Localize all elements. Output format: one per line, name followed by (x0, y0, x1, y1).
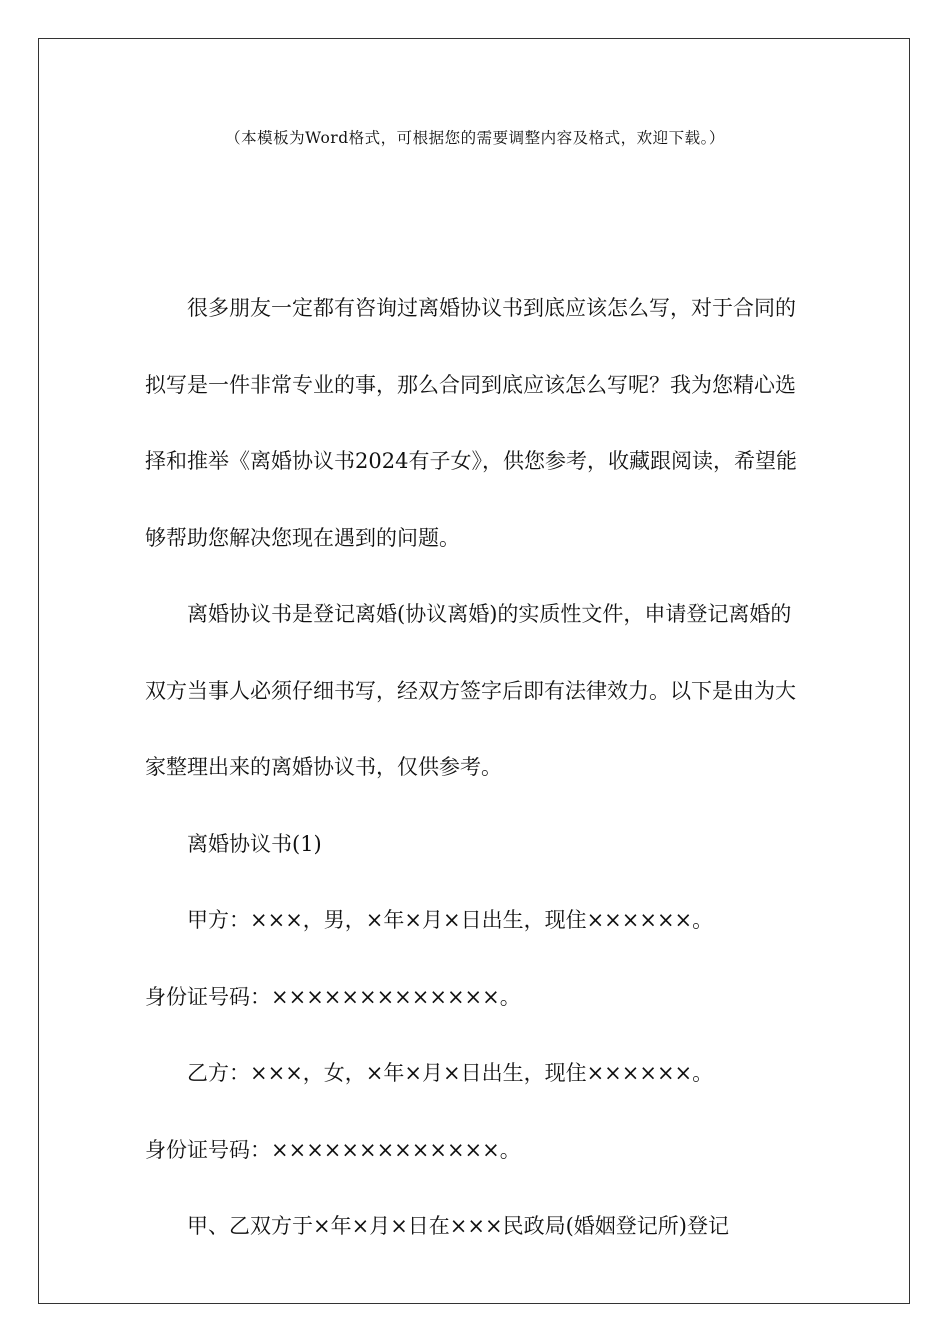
party-b-info: 乙方：×××，女，×年×月×日出生，现住××××××。 (187, 1061, 714, 1085)
template-note: （本模板为Word格式，可根据您的需要调整内容及格式，欢迎下载。） (225, 129, 725, 147)
section-heading: 离婚协议书(1) (187, 831, 322, 856)
party-a-id: 身份证号码：×××××××××××××。 (145, 984, 521, 1009)
party-b-id: 身份证号码：×××××××××××××。 (145, 1137, 521, 1162)
party-a-info: 甲方：×××，男，×年×月×日出生，现住××××××。 (187, 908, 714, 932)
intro-paragraph: 很多朋友一定都有咨询过离婚协议书到底应该怎么写，对于合同的拟写是一件非常专业的事，那么合同到底应该怎么写呢？我为您精心选择和推举《离婚协议书2024有子女》，供您参考，收藏跟阅读，希望能够帮助您解决您现在遇到的问题。 (145, 296, 797, 550)
definition-paragraph: 离婚协议书是登记离婚(协议离婚)的实质性文件，申请登记离婚的双方当事人必须仔细书写，经双方签字后即有法律效力。以下是由为大家整理出来的离婚协议书，仅供参考。 (145, 602, 796, 779)
document-body (145, 270, 805, 1265)
marriage-registration-paragraph: 甲、乙双方于×年×月×日在×××民政局(婚姻登记所)登记 (187, 1214, 729, 1238)
